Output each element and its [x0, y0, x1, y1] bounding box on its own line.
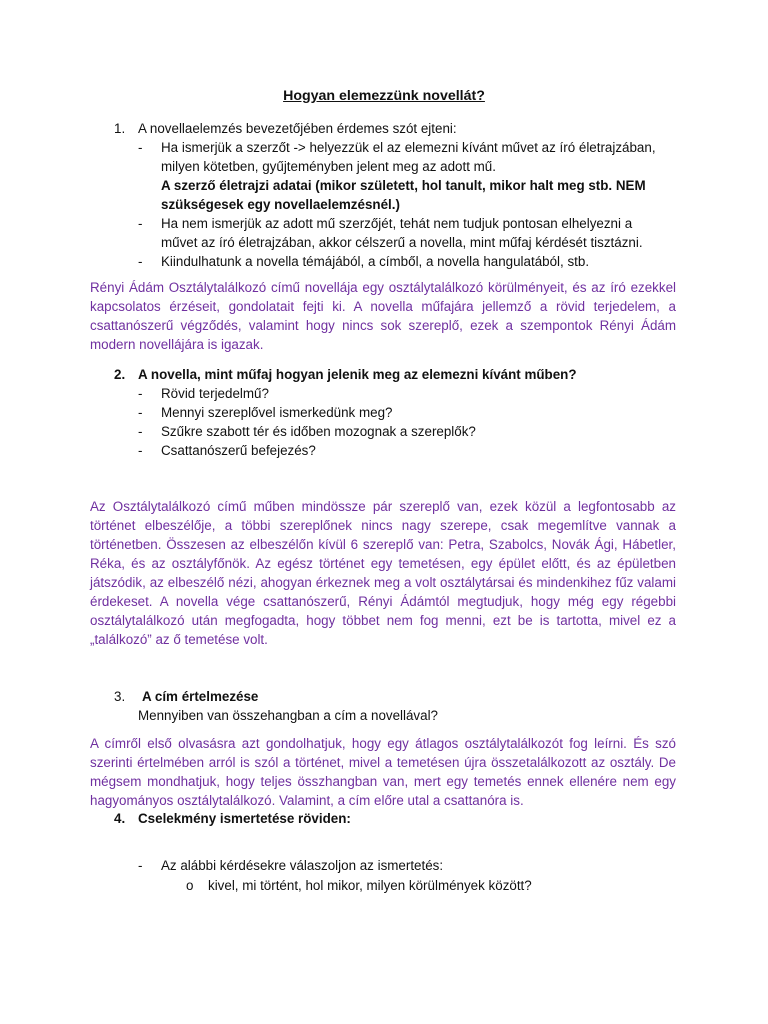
section-4-heading: Cselekmény ismertetése röviden: — [138, 811, 351, 826]
section-1-bullet-2-line-1: Ha nem ismerjük az adott mű szerzőjét, tehát nem tudjuk pontosan elhelyezni a — [161, 216, 633, 231]
section-2-answer: Az Osztálytalálkozó című műben mindössze pár szereplő van, ezek közül a legfontosabb az történet elbeszélője, a többi szereplőnek nincs nagy szerepe, csak megemlítve vannak a történetben. Összesen az elbeszélőn kívül 6 szereplő van: Petra, Szabolcs, Novák Ági, Hábetler, Réka, és az osztályfőnök. Az egész történet egy temetésen, egy épület előtt, és az épületben játszódik, az elbeszélő nézi, ahogyan érkeznek meg a volt osztálytársai és mindenkihez fűz valami érdekeset. A novella vége csattanószerű, Rényi Ádámtól megtudjuk, hogy még egy régebbi osztálytalálkozó után megfogadta, hogy többet nem fog menni, ezt be is tartotta, mivel ez a „találkozó” az ő temetése volt. — [90, 499, 676, 647]
section-2-bullet-4: Csattanószerű befejezés? — [161, 443, 316, 458]
section-1-bullet-1-line-2: milyen kötetben, gyűjteményben jelent meg az adott mű. — [161, 159, 496, 174]
section-1-heading: A novellaelemzés bevezetőjében érdemes szót ejteni: — [138, 121, 457, 136]
section-1-note-line-2: szükségesek egy novellaelemzésnél.) — [161, 197, 400, 212]
bullet-dash: - — [138, 424, 143, 439]
section-4-bullet: Az alábbi kérdésekre válaszoljon az ismertetés: — [161, 858, 444, 873]
section-2-heading: A novella, mint műfaj hogyan jelenik meg az elemezni kívánt műben? — [138, 367, 577, 382]
section-1-bullet-2-line-2: művet az író életrajzában, akkor célszerű a novella, mint műfaj kérdését tisztázni. — [161, 235, 643, 250]
section-1-note-line-1: A szerző életrajzi adatai (mikor született, hol tanult, mikor halt meg stb. NEM — [161, 178, 646, 193]
bullet-dash: - — [138, 405, 143, 420]
section-3-heading: A cím értelmezése — [142, 689, 259, 704]
section-1-bullet-1-line-1: Ha ismerjük a szerzőt -> helyezzük el az elemezni kívánt művet az író életrajzában, — [161, 140, 656, 155]
bullet-dash: - — [138, 254, 143, 269]
bullet-dash: - — [138, 140, 143, 155]
sub-bullet-marker: o — [186, 878, 194, 893]
page-title: Hogyan elemezzünk novellát? — [283, 88, 485, 104]
section-2-bullet-2: Mennyi szereplővel ismerkedünk meg? — [161, 405, 393, 420]
bullet-dash: - — [138, 216, 143, 231]
section-3-number: 3. — [114, 689, 126, 704]
bullet-dash: - — [138, 386, 143, 401]
section-1-answer: Rényi Ádám Osztálytalálkozó című novellája egy osztálytalálkozó körülményeit, és az író ezekkel kapcsolatos érzéseit, gondolatait fejti ki. A novella műfajára jellemző a rövid terjedelem, a csattanószerű végződés, valamint hogy nincs sok szereplő, ezek a szempontok Rényi Ádám modern novellájára is igazak. — [90, 280, 676, 352]
section-4-sub-bullet: kivel, mi történt, hol mikor, milyen körülmények között? — [208, 878, 532, 893]
section-1-number: 1. — [114, 121, 126, 136]
section-1-bullet-3: Kiindulhatunk a novella témájából, a címből, a novella hangulatából, stb. — [161, 254, 590, 269]
bullet-dash: - — [138, 443, 143, 458]
section-3-answer: A címről első olvasásra azt gondolhatjuk, hogy egy átlagos osztálytalálkozót fog leírni. És szó szerinti értelmében arról is szól a történet, mivel a temetésen újra összetalálkozott az osztály. De mégsem mondhatjuk, hogy teljes összhangban van, mert egy temetés ennek ellenére nem egy hagyományos osztálytalálkozó. Valamint, a cím előre utal a csattanóra is. — [90, 736, 676, 808]
section-2-bullet-3: Szűkre szabott tér és időben mozognak a szereplők? — [161, 424, 476, 439]
section-3-question: Mennyiben van összehangban a cím a novellával? — [138, 708, 438, 723]
section-4-number: 4. — [114, 811, 126, 826]
section-2-number: 2. — [114, 367, 126, 382]
section-2-bullet-1: Rövid terjedelmű? — [161, 386, 269, 401]
bullet-dash: - — [138, 858, 143, 873]
